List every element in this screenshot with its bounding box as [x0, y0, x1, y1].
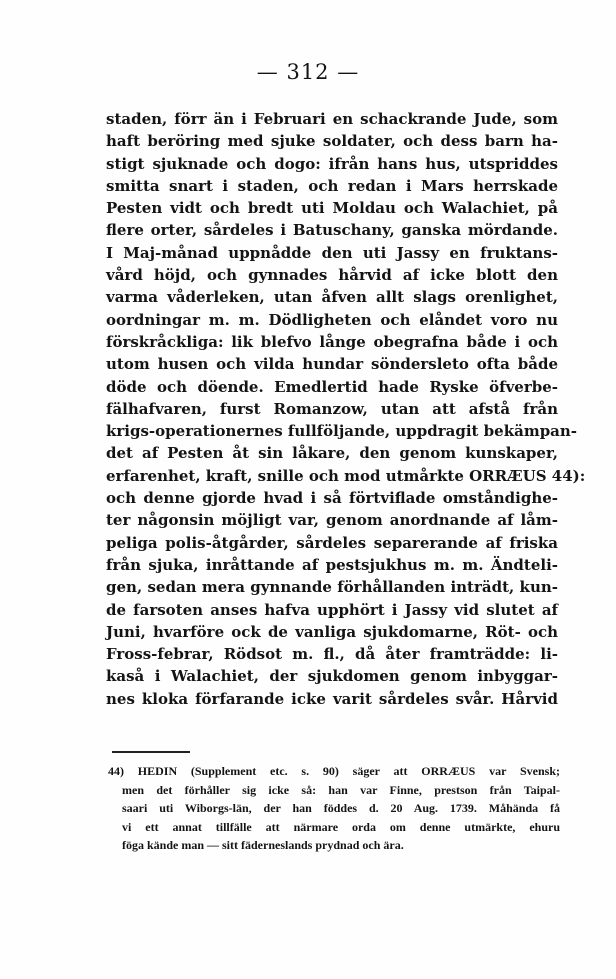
text-line: de farsoten anses hafva upphört i Jassy vid slutet af — [106, 600, 558, 619]
text-line: peliga polis-åtgårder, sårdeles separerande af friska — [106, 533, 558, 552]
footnote-line: vi ett annat tillfälle att närmare orda om denne utmärkte, ehuru — [122, 819, 560, 834]
footnote-line: men det förhåller sig icke så: han var Finne, prestson från Taipal- — [122, 782, 560, 797]
text-line: I Maj-månad uppnådde den uti Jassy en fruktans- — [106, 243, 558, 262]
text-line: förskråckliga: lik blefvo långe obegrafna både i och — [106, 332, 558, 351]
text-line: från sjuka, inråttande af pestsjukhus m. m. Ändteli- — [106, 555, 558, 574]
footnote — [108, 762, 560, 855]
text-line: gen, sedan mera gynnande förhållanden inträdt, kun- — [106, 578, 558, 597]
text-line: vård höjd, och gynnades hårvid af icke blott den — [106, 266, 558, 285]
text-line: flere orter, sårdeles i Batuschany, ganska mördande. — [106, 221, 558, 240]
page-number: — 312 — — [256, 60, 360, 84]
text-line: varma våderleken, utan åfven allt slags orenlighet, — [106, 288, 558, 307]
text-line: oordningar m. m. Dödligheten och elåndet voro nu — [106, 310, 558, 329]
text-line: ter någonsin möjligt var, genom anordnande af låm- — [106, 511, 558, 530]
footnote-line: saari uti Wiborgs-län, der han föddes d. 20 Aug. 1739. Måhända få — [122, 801, 560, 816]
text-line: utom husen och vilda hundar söndersleto ofta både — [106, 355, 558, 374]
footnote-line: 44) HEDIN (Supplement etc. s. 90) säger att ORRÆUS var Svensk; — [108, 764, 560, 778]
footnote-divider — [112, 751, 190, 753]
footnote-line: föga kände man — sitt fäderneslands prydnad och ära. — [122, 838, 404, 853]
text-line: Fross-febrar, Rödsot m. fl., då åter framträdde: li- — [106, 645, 558, 664]
text-line: haft beröring med sjuke soldater, och dess barn ha- — [106, 132, 558, 151]
text-line: smitta snart i staden, och redan i Mars herrskade — [106, 176, 558, 195]
text-line: stigt sjuknade och dogo: ifrån hans hus, utspriddes — [106, 154, 558, 173]
text-line: krigs-operationernes fullföljande, uppdragit bekämpan- — [106, 422, 578, 441]
text-line: kaså i Walachiet, der sjukdomen genom inbyggar- — [106, 667, 558, 686]
text-line: Juni, hvarföre ock de vanliga sjukdomarne, Röt- och — [106, 622, 558, 641]
text-line: staden, förr än i Februari en schackrande Jude, som — [106, 110, 558, 128]
text-line: fälhafvaren, furst Romanzow, utan att afstå från — [106, 399, 558, 418]
text-line: Pesten vidt och bredt uti Moldau och Walachiet, på — [106, 199, 558, 218]
text-line: döde och döende. Emedlertid hade Ryske öfverbe- — [106, 377, 558, 396]
text-line: erfarenhet, kraft, snille och mod utmårkte ORRÆUS 44): — [106, 466, 586, 485]
text-line: nes kloka förfarande icke varit sårdeles svår. Hårvid — [106, 689, 558, 708]
text-line: det af Pesten åt sin låkare, den genom kunskaper, — [106, 444, 558, 463]
text-line: och denne gjorde hvad i så förtviflade omståndighe- — [106, 489, 558, 508]
body-text — [106, 108, 586, 710]
